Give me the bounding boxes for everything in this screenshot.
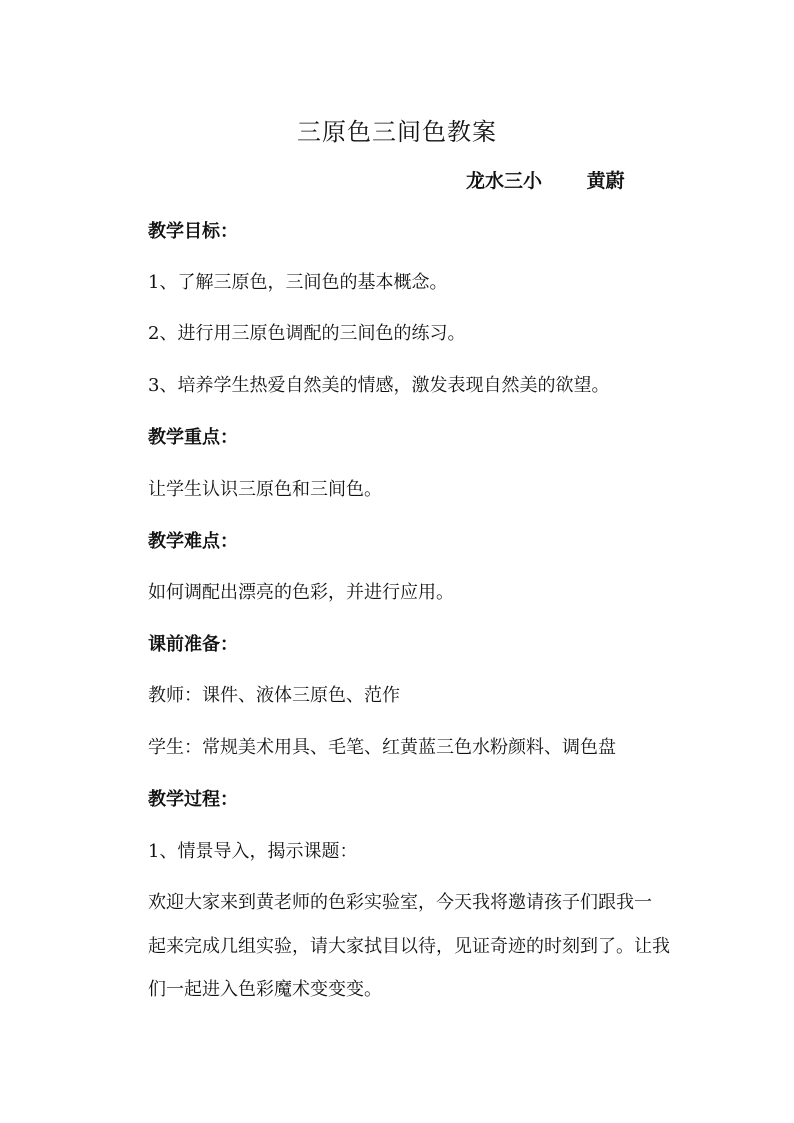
process-paragraph-line-2: 起来完成几组实验，请大家拭目以待，见证奇迹的时刻到了。让我 [148, 936, 670, 957]
process-heading: 教学过程： [148, 789, 238, 810]
author-name: 黄蔚 [586, 170, 625, 192]
process-paragraph-line-3: 们一起进入色彩魔术变变变。 [148, 979, 382, 1000]
preparation-heading: 课前准备： [148, 634, 238, 655]
document-title: 三原色三间色教案 [297, 118, 497, 146]
preparation-teacher: 教师：课件、液体三原色、范作 [148, 685, 400, 706]
difficulty-heading: 教学难点： [148, 531, 238, 552]
author-line [466, 166, 625, 193]
process-paragraph-line-1: 欢迎大家来到黄老师的色彩实验室，今天我将邀请孩子们跟我一 [148, 892, 652, 913]
goal-item-1: 1、了解三原色，三间色的基本概念。 [148, 272, 448, 293]
goals-heading: 教学目标： [148, 221, 238, 242]
author-school: 龙水三小 [466, 170, 543, 192]
goal-item-2: 2、进行用三原色调配的三间色的练习。 [148, 323, 466, 344]
process-step-1: 1、情景导入，揭示课题： [148, 841, 358, 862]
difficulty-text: 如何调配出漂亮的色彩，并进行应用。 [148, 582, 454, 603]
key-points-text: 让学生认识三原色和三间色。 [148, 479, 382, 500]
goal-item-3: 3、培养学生热爱自然美的情感，激发表现自然美的欲望。 [148, 375, 610, 396]
key-points-heading: 教学重点： [148, 427, 238, 448]
preparation-student: 学生：常规美术用具、毛笔、红黄蓝三色水粉颜料、调色盘 [148, 737, 616, 758]
